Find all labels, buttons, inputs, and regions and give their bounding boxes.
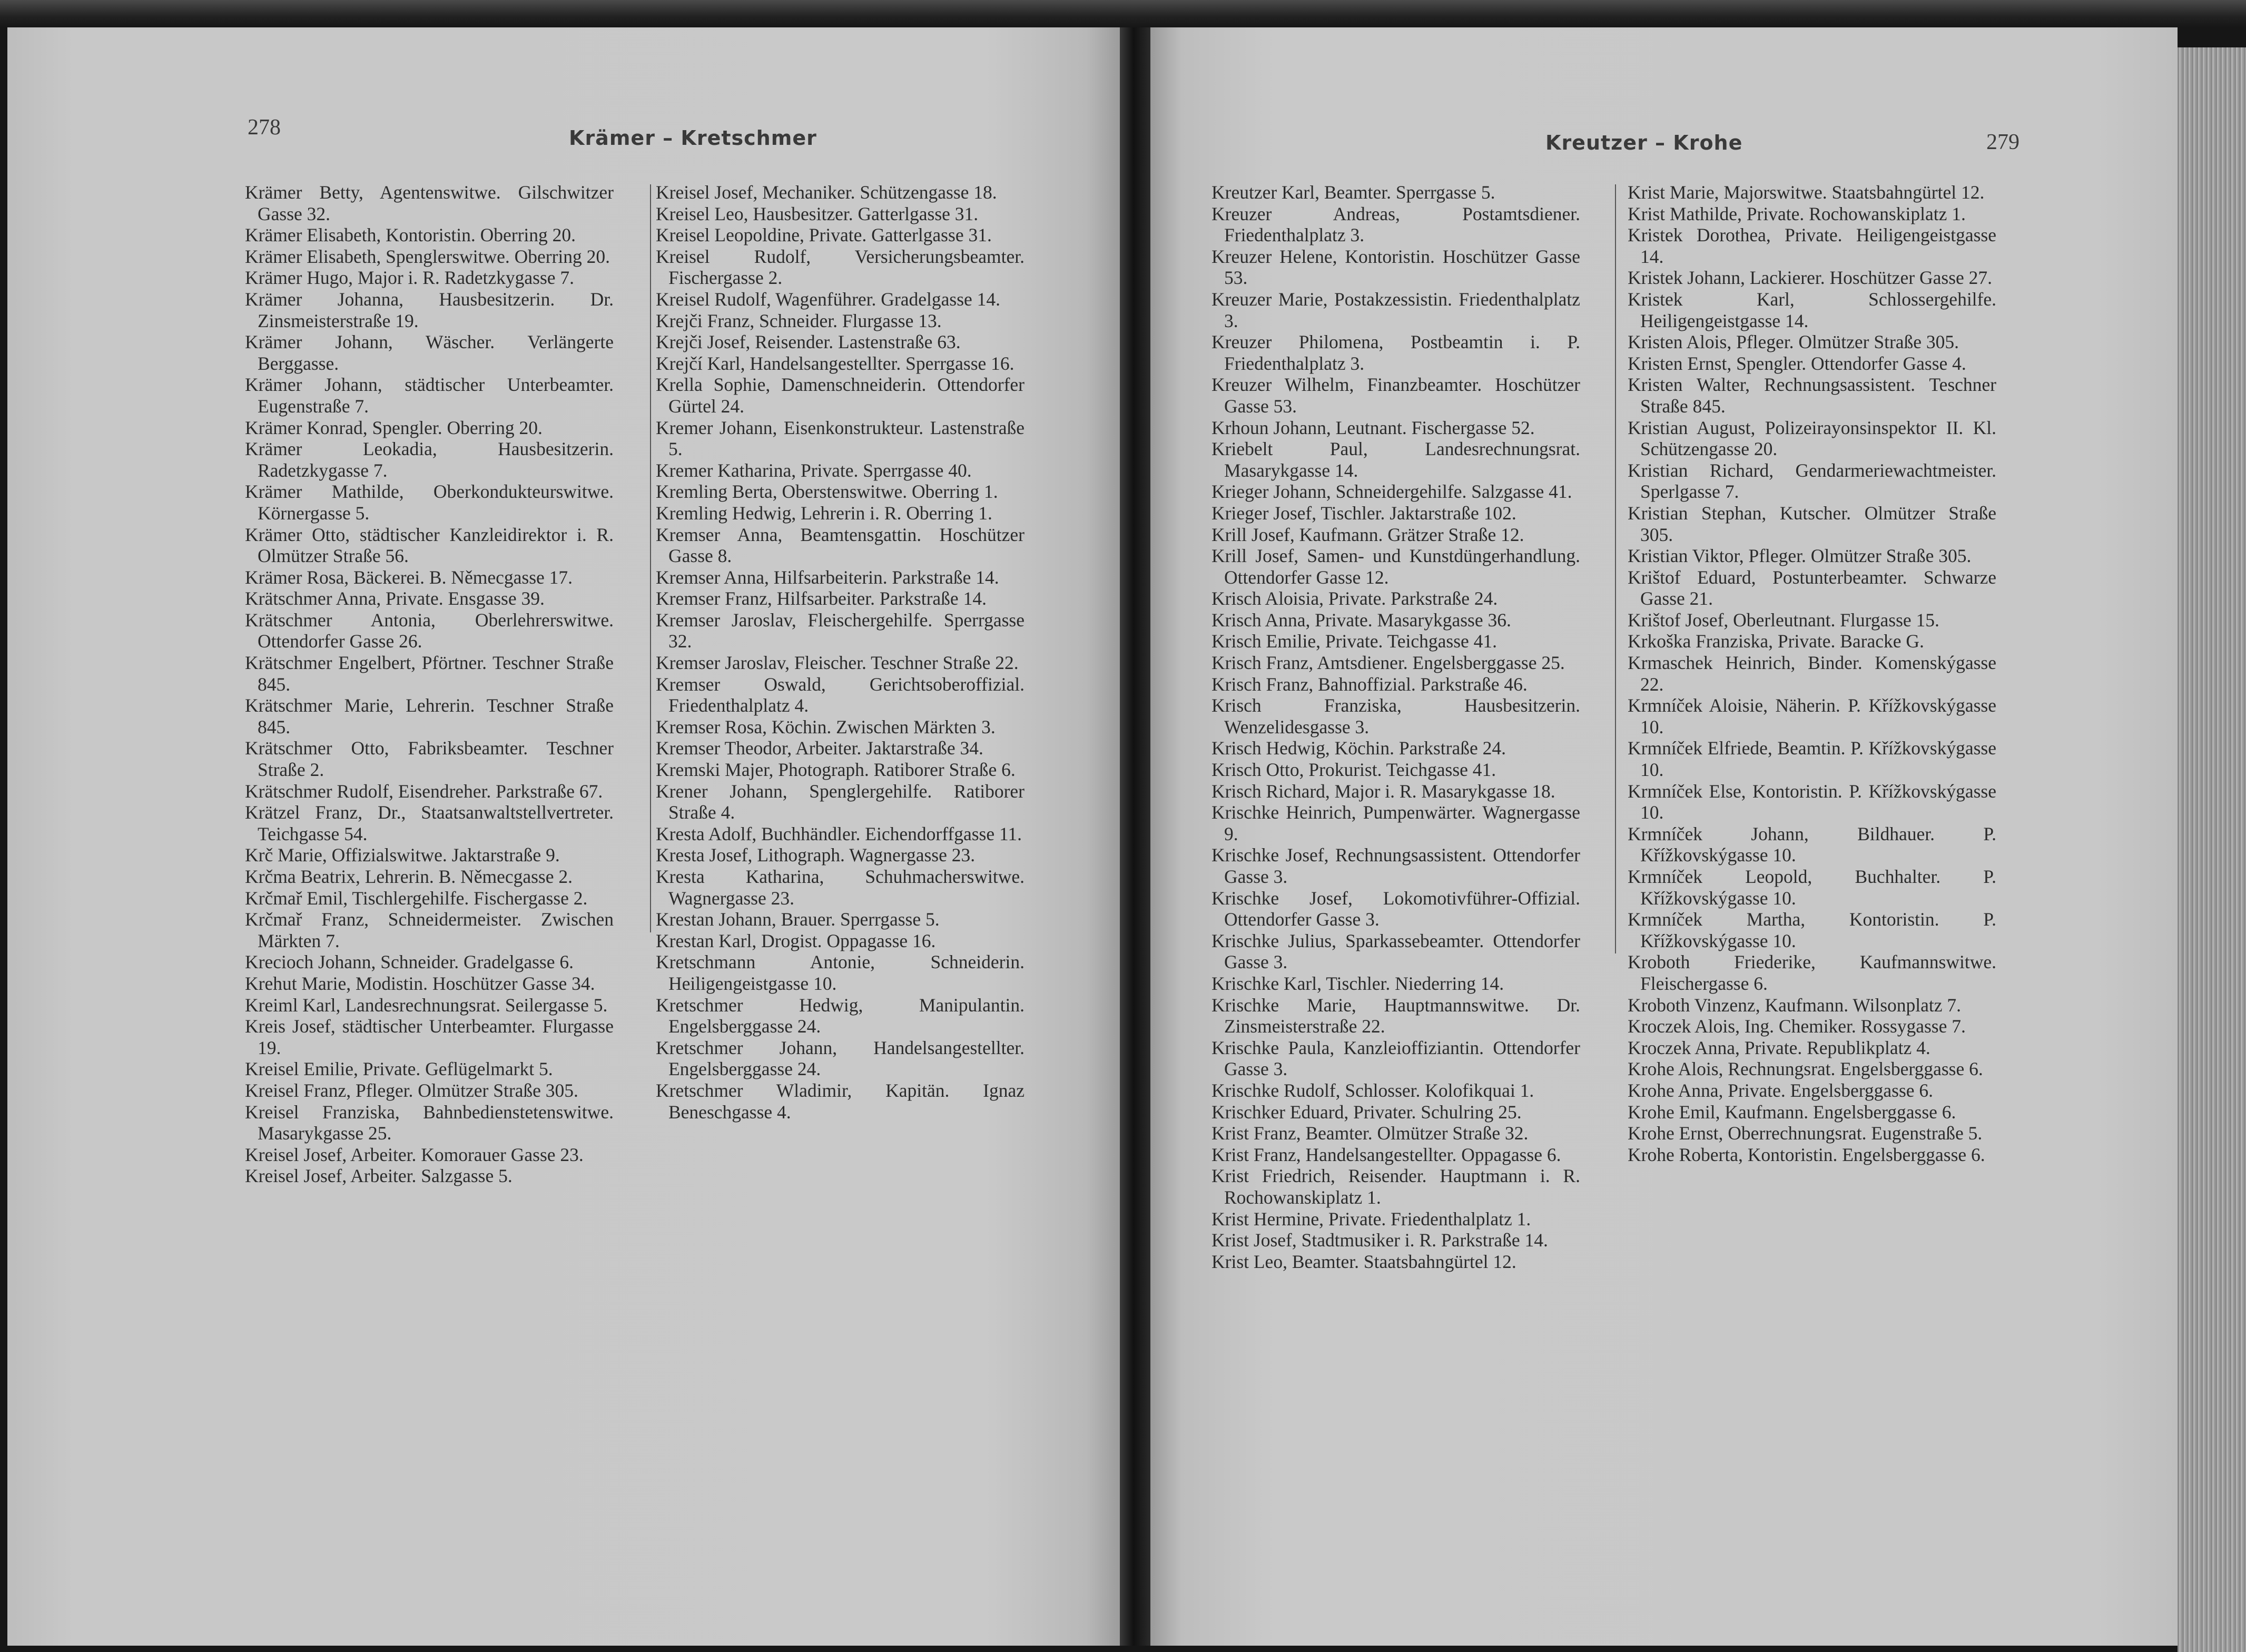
- directory-column-2: [656, 182, 1025, 1123]
- directory-entry: Krisch Franz, Amtsdiener. Engelsberggasse 25.: [1211, 652, 1565, 674]
- directory-entry: Kremser Jaroslav, Fleischer. Teschner Straße 22.: [656, 652, 1019, 674]
- directory-entry: Krkoška Franziska, Private. Baracke G.: [1628, 631, 1924, 652]
- directory-entry: Krämer Leokadia, Hausbesitzerin. Radetzkygasse 7.: [245, 438, 614, 481]
- directory-entry: Kreisel Franziska, Bahnbedienstetenswitwe. Masarykgasse 25.: [245, 1101, 614, 1144]
- directory-entry: Krämer Elisabeth, Spenglerswitwe. Oberring 20.: [245, 245, 610, 267]
- directory-entry: Krist Hermine, Private. Friedenthalplatz 1.: [1211, 1208, 1531, 1230]
- directory-entry: Kreis Josef, städtischer Unterbeamter. Flurgasse 19.: [245, 1016, 614, 1058]
- directory-entry: Kreuzer Philomena, Postbeamtin i. P. Friedenthalplatz 3.: [1211, 331, 1580, 374]
- directory-entry: Krmníček Leopold, Buchhalter. P. Křížkovskýgasse 10.: [1628, 866, 1996, 909]
- directory-entry: Krejčí Karl, Handelsangestellter. Sperrgasse 16.: [656, 352, 1014, 374]
- directory-entry: Kristek Karl, Schlossergehilfe. Heiligengeistgasse 14.: [1628, 288, 1996, 331]
- directory-entry: Krämer Konrad, Spengler. Oberring 20.: [245, 417, 543, 438]
- directory-entry: Krist Marie, Majorswitwe. Staatsbahngürtel 12.: [1628, 182, 1985, 203]
- directory-entry: Krisch Emilie, Private. Teichgasse 41.: [1211, 631, 1498, 652]
- directory-entry: Kremling Hedwig, Lehrerin i. R. Oberring 1.: [656, 502, 992, 524]
- directory-entry: Krieger Johann, Schneidergehilfe. Salzgasse 41.: [1211, 481, 1572, 503]
- directory-entry: Krätschmer Marie, Lehrerin. Teschner Straße 845.: [245, 695, 614, 738]
- directory-entry: Kreisel Leopoldine, Private. Gatterlgasse 31.: [656, 224, 992, 246]
- column-rule-right: [1615, 184, 1616, 953]
- directory-entry: Krmaschek Heinrich, Binder. Komenskýgasse 22.: [1628, 652, 1996, 695]
- directory-entry: Krätschmer Engelbert, Pförtner. Teschner Straße 845.: [245, 652, 614, 695]
- directory-entry: Kretschmann Antonie, Schneiderin. Heiligengeistgasse 10.: [656, 951, 1025, 994]
- directory-entry: Krist Franz, Handelsangestellter. Oppagasse 6.: [1211, 1144, 1561, 1165]
- directory-entry: Krčmař Franz, Schneidermeister. Zwischen Märkten 7.: [245, 909, 614, 951]
- directory-entry: Kristen Alois, Pfleger. Olmützer Straße 305.: [1628, 331, 1959, 353]
- directory-entry: Krčma Beatrix, Lehrerin. B. Němecgasse 2.: [245, 866, 573, 887]
- directory-entry: Kremer Johann, Eisenkonstrukteur. Lastenstraße 5.: [656, 417, 1025, 460]
- directory-entry: Krätschmer Otto, Fabriksbeamter. Teschner Straße 2.: [245, 738, 614, 781]
- directory-entry: Kreisel Leo, Hausbesitzer. Gatterlgasse 31.: [656, 203, 979, 224]
- directory-entry: Kristen Ernst, Spengler. Ottendorfer Gasse 4.: [1628, 352, 1966, 374]
- directory-entry: Krmníček Martha, Kontoristin. P. Křížkovskýgasse 10.: [1628, 909, 1996, 951]
- directory-entry: Kremser Theodor, Arbeiter. Jaktarstraße 34.: [656, 738, 983, 759]
- directory-entry: Krisch Otto, Prokurist. Teichgasse 41.: [1211, 759, 1496, 781]
- directory-entry: Krecioch Johann, Schneider. Gradelgasse 6.: [245, 951, 574, 973]
- book-page-edges: [2178, 47, 2246, 1652]
- directory-entry: Krätschmer Antonia, Oberlehrerswitwe. Ottendorfer Gasse 26.: [245, 609, 614, 652]
- directory-entry: Kroboth Vinzenz, Kaufmann. Wilsonplatz 7.: [1628, 994, 1962, 1016]
- directory-entry: Krejči Josef, Reisender. Lastenstraße 63.: [656, 331, 961, 353]
- directory-column-1: [245, 182, 614, 1187]
- directory-entry: Krhoun Johann, Leutnant. Fischergasse 52.: [1211, 417, 1535, 438]
- directory-entry: Krämer Elisabeth, Kontoristin. Oberring 20.: [245, 224, 576, 246]
- page-number-right: 279: [1986, 130, 2020, 154]
- directory-entry: Krella Sophie, Damenschneiderin. Ottendorfer Gürtel 24.: [656, 374, 1025, 417]
- directory-entry: Krištof Eduard, Postunterbeamter. Schwarze Gasse 21.: [1628, 566, 1996, 609]
- directory-entry: Kreisel Josef, Arbeiter. Komorauer Gasse 23.: [245, 1144, 584, 1165]
- page-number-left: 278: [248, 115, 281, 140]
- directory-entry: Krämer Hugo, Major i. R. Radetzkygasse 7.: [245, 267, 575, 289]
- directory-entry: Krischke Heinrich, Pumpenwärter. Wagnergasse 9.: [1211, 802, 1580, 844]
- directory-entry: Kroczek Alois, Ing. Chemiker. Rossygasse 7.: [1628, 1016, 1966, 1037]
- directory-entry: Kreiml Karl, Landesrechnungsrat. Seilergasse 5.: [245, 994, 608, 1016]
- directory-entry: Kriebelt Paul, Landesrechnungsrat. Masarykgasse 14.: [1211, 438, 1580, 481]
- directory-entry: Kreisel Emilie, Private. Geflügelmarkt 5.: [245, 1058, 553, 1080]
- directory-entry: Kreisel Franz, Pfleger. Olmützer Straße 305.: [245, 1079, 578, 1101]
- directory-entry: Krehut Marie, Modistin. Hoschützer Gasse 34.: [245, 972, 595, 994]
- directory-entry: Krener Johann, Spenglergehilfe. Ratiborer Straße 4.: [656, 780, 1025, 823]
- directory-entry: Krestan Johann, Brauer. Sperrgasse 5.: [656, 909, 940, 930]
- directory-entry: Krätschmer Anna, Private. Ensgasse 39.: [245, 588, 545, 609]
- directory-column-3: [1211, 182, 1580, 1272]
- directory-entry: Krestan Karl, Drogist. Oppagasse 16.: [656, 930, 936, 951]
- directory-entry: Krischke Paula, Kanzleioffiziantin. Ottendorfer Gasse 3.: [1211, 1037, 1580, 1080]
- directory-entry: Krischke Marie, Hauptmannswitwe. Dr. Zinsmeisterstraße 22.: [1211, 994, 1580, 1037]
- directory-entry: Kreisel Josef, Mechaniker. Schützengasse 18.: [656, 182, 997, 203]
- directory-entry: Krohe Ernst, Oberrechnungsrat. Eugenstraße 5.: [1628, 1123, 1983, 1144]
- directory-entry: Kreisel Josef, Arbeiter. Salzgasse 5.: [245, 1165, 513, 1187]
- directory-entry: Krisch Franz, Bahnoffizial. Parkstraße 46.: [1211, 673, 1528, 695]
- directory-entry: Krischke Julius, Sparkassebeamter. Ottendorfer Gasse 3.: [1211, 930, 1580, 973]
- directory-entry: Kremski Majer, Photograph. Ratiborer Straße 6.: [656, 759, 1016, 781]
- directory-entry: Krischke Josef, Rechnungsassistent. Ottendorfer Gasse 3.: [1211, 844, 1580, 887]
- directory-entry: Krištof Josef, Oberleutnant. Flurgasse 15.: [1628, 609, 1939, 631]
- running-head-left: Krämer – Kretschmer: [569, 126, 817, 150]
- directory-entry: Kroboth Friederike, Kaufmannswitwe. Fleischergasse 6.: [1628, 951, 1996, 994]
- directory-entry: Krämer Johann, städtischer Unterbeamter. Eugenstraße 7.: [245, 374, 614, 417]
- directory-entry: Kreuzer Wilhelm, Finanzbeamter. Hoschützer Gasse 53.: [1211, 374, 1580, 417]
- directory-entry: Krätzel Franz, Dr., Staatsanwaltstellvertreter. Teichgasse 54.: [245, 802, 614, 844]
- directory-entry: Kreisel Rudolf, Versicherungsbeamter. Fischergasse 2.: [656, 245, 1025, 289]
- directory-entry: Kremser Franz, Hilfsarbeiter. Parkstraße 14.: [656, 588, 987, 609]
- directory-entry: Kristian Viktor, Pfleger. Olmützer Straße 305.: [1628, 545, 1972, 567]
- directory-entry: Krieger Josef, Tischler. Jaktarstraße 102.: [1211, 502, 1516, 524]
- directory-entry: Kremser Rosa, Köchin. Zwischen Märkten 3.: [656, 716, 996, 738]
- directory-entry: Krischke Josef, Lokomotivführer-Offizial. Ottendorfer Gasse 3.: [1211, 887, 1580, 930]
- directory-entry: Krisch Anna, Private. Masarykgasse 36.: [1211, 609, 1511, 631]
- running-head-right: Kreutzer – Krohe: [1545, 131, 1743, 154]
- directory-entry: Krisch Hedwig, Köchin. Parkstraße 24.: [1211, 738, 1506, 759]
- directory-entry: Kresta Katharina, Schuhmacherswitwe. Wagnergasse 23.: [656, 866, 1025, 909]
- directory-entry: Kreuzer Marie, Postakzessistin. Friedenthalplatz 3.: [1211, 288, 1580, 331]
- directory-entry: Kremling Berta, Oberstenswitwe. Oberring 1.: [656, 481, 998, 503]
- directory-entry: Kristek Dorothea, Private. Heiligengeistgasse 14.: [1628, 224, 1996, 267]
- directory-entry: Krätschmer Rudolf, Eisendreher. Parkstraße 67.: [245, 780, 603, 802]
- directory-entry: Krämer Mathilde, Oberkondukteurswitwe. Körnergasse 5.: [245, 481, 614, 524]
- scanner-top-band: [0, 0, 2246, 27]
- directory-entry: Kremser Jaroslav, Fleischergehilfe. Sperrgasse 32.: [656, 609, 1025, 652]
- directory-entry: Krohe Anna, Private. Engelsberggasse 6.: [1628, 1079, 1934, 1101]
- directory-entry: Krohe Roberta, Kontoristin. Engelsberggasse 6.: [1628, 1144, 1985, 1165]
- directory-entry: Kremser Oswald, Gerichtsoberoffizial. Friedenthalplatz 4.: [656, 673, 1025, 716]
- directory-entry: Krisch Franziska, Hausbesitzerin. Wenzelidesgasse 3.: [1211, 695, 1580, 738]
- directory-entry: Krisch Aloisia, Private. Parkstraße 24.: [1211, 588, 1498, 609]
- directory-entry: Krämer Otto, städtischer Kanzleidirektor i. R. Olmützer Straße 56.: [245, 524, 614, 567]
- directory-entry: Krämer Rosa, Bäckerei. B. Němecgasse 17.: [245, 566, 573, 588]
- directory-entry: Kristian August, Polizeirayonsinspektor II. Kl. Schützengasse 20.: [1628, 417, 1996, 460]
- directory-entry: Krohe Emil, Kaufmann. Engelsberggasse 6.: [1628, 1101, 1956, 1123]
- directory-entry: Krohe Alois, Rechnungsrat. Engelsberggasse 6.: [1628, 1058, 1983, 1080]
- directory-entry: Kretschmer Johann, Handelsangestellter. Engelsberggasse 24.: [656, 1037, 1025, 1080]
- directory-entry: Kreuzer Andreas, Postamtsdiener. Friedenthalplatz 3.: [1211, 203, 1580, 246]
- directory-entry: Krämer Johann, Wäscher. Verlängerte Berggasse.: [245, 331, 614, 374]
- book-gutter: [1120, 27, 1150, 1646]
- directory-entry: Krist Mathilde, Private. Rochowanskiplatz 1.: [1628, 203, 1966, 224]
- directory-entry: Krisch Richard, Major i. R. Masarykgasse 18.: [1211, 780, 1555, 802]
- directory-column-4: [1628, 182, 1996, 1165]
- directory-entry: Krist Leo, Beamter. Staatsbahngürtel 12.: [1211, 1251, 1516, 1272]
- directory-entry: Krejči Franz, Schneider. Flurgasse 13.: [656, 310, 942, 331]
- directory-entry: Kroczek Anna, Private. Republikplatz 4.: [1628, 1037, 1930, 1058]
- directory-entry: Krist Friedrich, Reisender. Hauptmann i. R. Rochowanskiplatz 1.: [1211, 1165, 1580, 1208]
- directory-entry: Krmníček Johann, Bildhauer. P. Křížkovskýgasse 10.: [1628, 823, 1996, 866]
- directory-entry: Krill Josef, Kaufmann. Grätzer Straße 12.: [1211, 524, 1524, 545]
- directory-entry: Kretschmer Hedwig, Manipulantin. Engelsberggasse 24.: [656, 994, 1025, 1037]
- directory-entry: Kreuzer Helene, Kontoristin. Hoschützer Gasse 53.: [1211, 245, 1580, 289]
- directory-entry: Kresta Josef, Lithograph. Wagnergasse 23.: [656, 844, 976, 866]
- directory-entry: Kremer Katharina, Private. Sperrgasse 40.: [656, 459, 972, 481]
- directory-entry: Krist Franz, Beamter. Olmützer Straße 32.: [1211, 1123, 1529, 1144]
- directory-entry: Krist Josef, Stadtmusiker i. R. Parkstraße 14.: [1211, 1230, 1548, 1251]
- directory-entry: Kristen Walter, Rechnungsassistent. Teschner Straße 845.: [1628, 374, 1996, 417]
- directory-entry: Kremser Anna, Hilfsarbeiterin. Parkstraße 14.: [656, 566, 999, 588]
- directory-entry: Krill Josef, Samen- und Kunstdüngerhandlung. Ottendorfer Gasse 12.: [1211, 545, 1580, 588]
- directory-entry: Krischke Rudolf, Schlosser. Kolofikquai 1.: [1211, 1079, 1534, 1101]
- directory-entry: Krčmař Emil, Tischlergehilfe. Fischergasse 2.: [245, 887, 588, 909]
- directory-entry: Krč Marie, Offizialswitwe. Jaktarstraße 9.: [245, 844, 560, 866]
- directory-entry: Kremser Anna, Beamtensgattin. Hoschützer Gasse 8.: [656, 524, 1025, 567]
- directory-entry: Krmníček Else, Kontoristin. P. Křížkovskýgasse 10.: [1628, 780, 1996, 823]
- directory-entry: Kristian Stephan, Kutscher. Olmützer Straße 305.: [1628, 502, 1996, 545]
- directory-entry: Krischke Karl, Tischler. Niederring 14.: [1211, 972, 1504, 994]
- directory-entry: Krmníček Elfriede, Beamtin. P. Křížkovskýgasse 10.: [1628, 738, 1996, 781]
- directory-entry: Kreisel Rudolf, Wagenführer. Gradelgasse 14.: [656, 288, 1001, 310]
- directory-entry: Krmníček Aloisie, Näherin. P. Křížkovskýgasse 10.: [1628, 695, 1996, 738]
- directory-entry: Krämer Betty, Agentenswitwe. Gilschwitzer Gasse 32.: [245, 182, 614, 224]
- directory-entry: Kreutzer Karl, Beamter. Sperrgasse 5.: [1211, 182, 1495, 203]
- directory-entry: Kristian Richard, Gendarmeriewachtmeister. Sperlgasse 7.: [1628, 459, 1996, 503]
- directory-entry: Kretschmer Wladimir, Kapitän. Ignaz Beneschgasse 4.: [656, 1079, 1025, 1123]
- column-rule-left: [650, 184, 651, 932]
- directory-entry: Kristek Johann, Lackierer. Hoschützer Gasse 27.: [1628, 267, 1993, 289]
- directory-entry: Kresta Adolf, Buchhändler. Eichendorffgasse 11.: [656, 823, 1022, 844]
- directory-entry: Krämer Johanna, Hausbesitzerin. Dr. Zinsmeisterstraße 19.: [245, 288, 614, 331]
- directory-entry: Krischker Eduard, Privater. Schulring 25.: [1211, 1101, 1522, 1123]
